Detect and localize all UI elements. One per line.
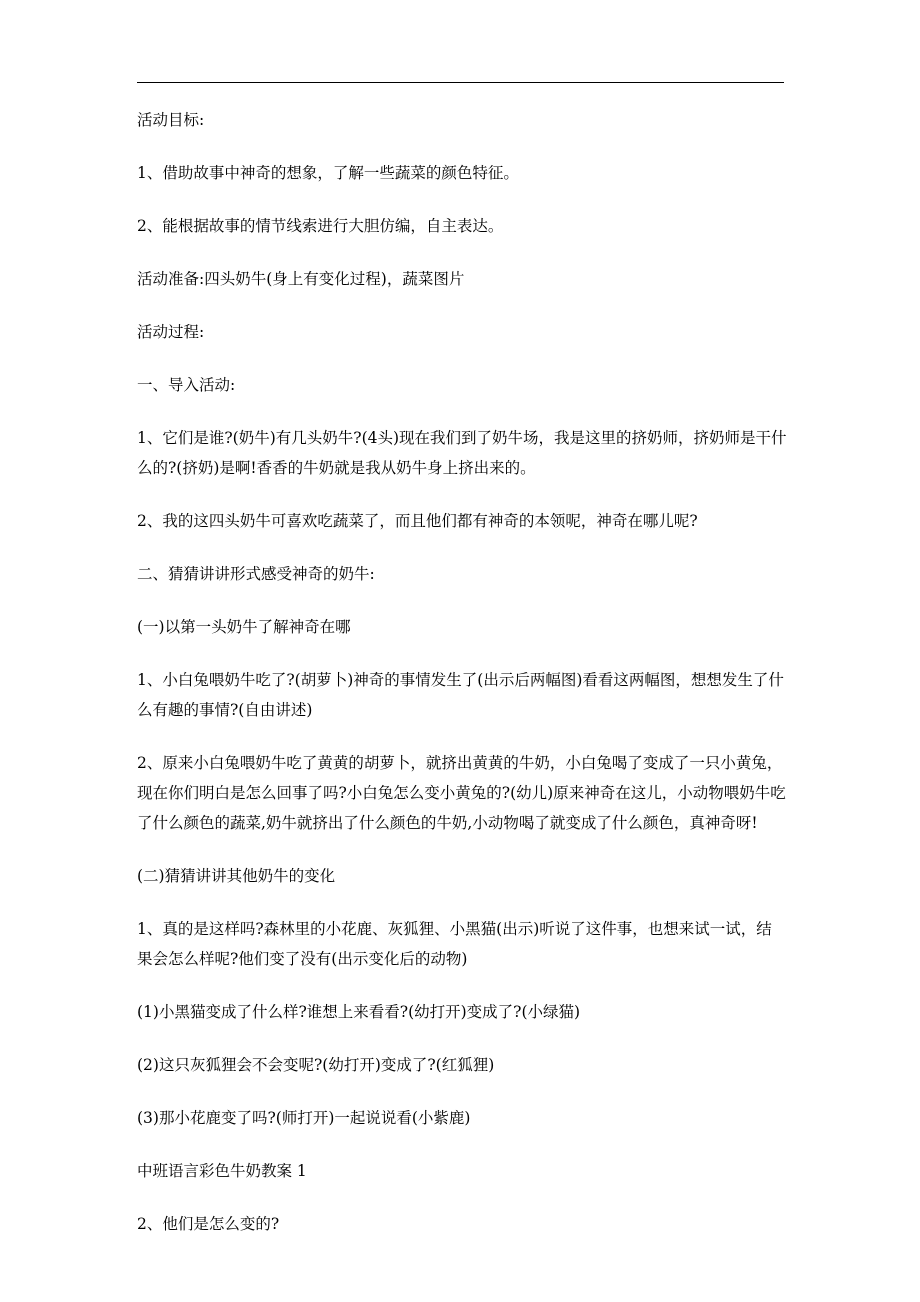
other-cows-item-1: 1、真的是这样吗?森林里的小花鹿、灰狐狸、小黑猫(出示)听说了这件事，也想来试一试，结果会怎么样呢?他们变了没有(出示变化后的动物): [137, 920, 772, 968]
document-title-line: 中班语言彩色牛奶教案 1: [137, 1162, 307, 1180]
step-heading-guess: 二、猜猜讲讲形式感受神奇的奶牛:: [137, 565, 375, 583]
goal-item-2: 2、能根据故事的情节线索进行大胆仿编，自主表达。: [137, 217, 504, 235]
intro-item-2: 2、我的这四头奶牛可喜欢吃蔬菜了，而且他们都有神奇的本领呢，神奇在哪儿呢?: [137, 512, 698, 530]
first-cow-item-1: 1、小白兔喂奶牛吃了?(胡萝卜)神奇的事情发生了(出示后两幅图)看看这两幅图，想想发生了什么有趣的事情?(自由讲述): [137, 671, 784, 719]
subsection-heading-other-cows: (二)猜猜讲讲其他奶牛的变化: [137, 867, 336, 885]
goal-item-1: 1、借助故事中神奇的想象，了解一些蔬菜的颜色特征。: [137, 164, 519, 182]
intro-item-1: 1、它们是谁?(奶牛)有几头奶牛?(4头)现在我们到了奶牛场，我是这里的挤奶师，挤奶师是干什么的?(挤奶)是啊!香香的牛奶就是我从奶牛身上挤出来的。: [137, 429, 787, 477]
first-cow-item-2: 2、原来小白兔喂奶牛吃了黄黄的胡萝卜，就挤出黄黄的牛奶，小白兔喝了变成了一只小黄兔，现在你们明白是怎么回事了吗?小白兔怎么变小黄兔的?(幼儿)原来神奇在这儿，小动物喂奶牛吃了什么颜色的蔬菜,奶牛就挤出了什么颜色的牛奶,小动物喝了就变成了什么颜色，真神奇呀!: [137, 754, 786, 832]
section-heading-goals: 活动目标:: [137, 111, 205, 129]
preparation-text: 活动准备:四头奶牛(身上有变化过程)，蔬菜图片: [137, 270, 465, 288]
other-cows-sub-item-3: (3)那小花鹿变了吗?(师打开)一起说说看(小紫鹿): [137, 1109, 471, 1127]
other-cows-sub-item-2: (2)这只灰狐狸会不会变呢?(幼打开)变成了?(红狐狸): [137, 1056, 495, 1074]
other-cows-sub-item-1: (1)小黑猫变成了什么样?谁想上来看看?(幼打开)变成了?(小绿猫): [137, 1003, 581, 1021]
other-cows-item-2: 2、他们是怎么变的?: [137, 1215, 280, 1233]
header-rule: [137, 82, 784, 83]
step-heading-intro: 一、导入活动:: [137, 376, 236, 394]
subsection-heading-first-cow: (一)以第一头奶牛了解神奇在哪: [137, 618, 351, 636]
section-heading-process: 活动过程:: [137, 323, 205, 341]
document-body: [137, 105, 787, 1262]
